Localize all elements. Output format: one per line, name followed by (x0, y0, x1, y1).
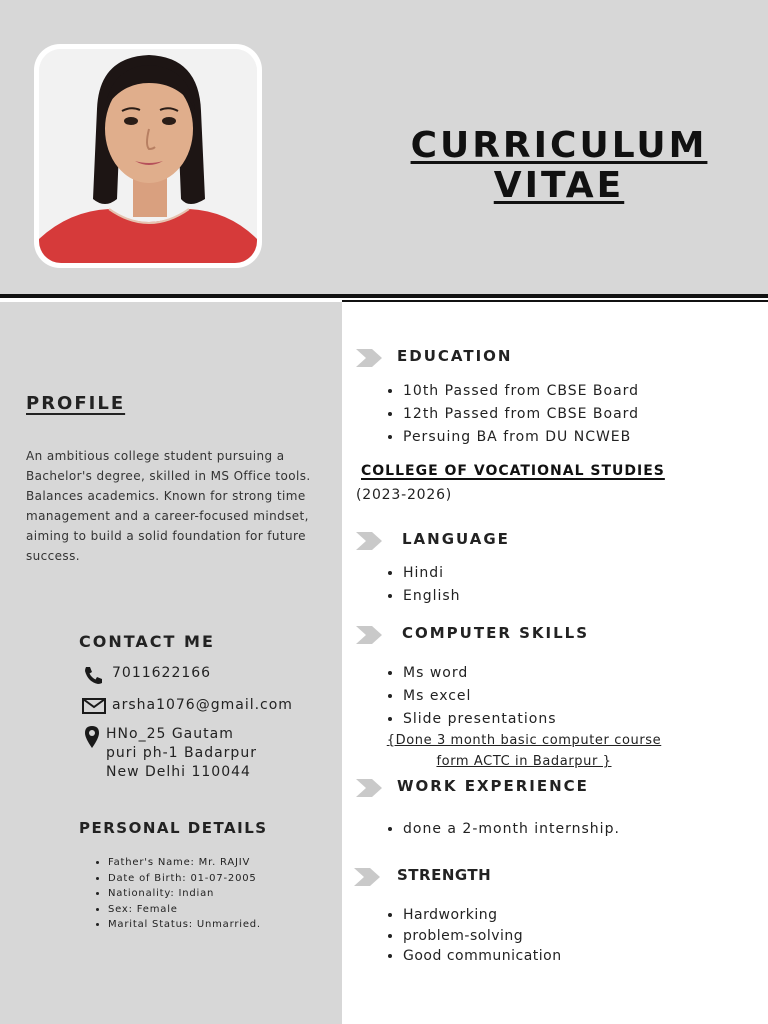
address-block (106, 725, 257, 782)
personal-marital: • Marital Status: Unmarried. (108, 917, 261, 933)
language-item: • English (403, 585, 461, 608)
personal-father: • Father's Name: Mr. RAJIV (108, 855, 261, 871)
education-item: • 10th Passed from CBSE Board (403, 380, 639, 403)
skill-item: • Ms word (403, 662, 557, 685)
contact-address-row (84, 725, 257, 782)
work-experience-heading: WORK EXPERIENCE (397, 777, 589, 795)
address-line-2: puri ph-1 Badarpur (106, 745, 257, 761)
education-list (385, 380, 639, 449)
header-divider-thin (342, 300, 768, 302)
profile-text: An ambitious college student pursuing a Bachelor's degree, skilled in MS Office tools. Balances academics. Known for strong time management and a career-focused mindset, aiming to build a solid foundation for future success. (26, 449, 311, 563)
contact-email-row (82, 697, 293, 717)
profile-photo (39, 49, 257, 263)
language-item: • Hindi (403, 562, 461, 585)
personal-details-list (90, 855, 261, 933)
language-heading: LANGUAGE (402, 530, 510, 548)
personal-dob: • Date of Birth: 01-07-2005 (108, 871, 261, 887)
strength-list (385, 905, 562, 967)
personal-nationality: • Nationality: Indian (108, 886, 261, 902)
address-line-1: HNo_25 Gautam (106, 726, 234, 742)
work-item: • done a 2-month internship. (403, 818, 620, 841)
contact-heading: CONTACT ME (79, 632, 215, 651)
personal-details-heading: PERSONAL DETAILS (79, 819, 268, 837)
skill-item: • Ms excel (403, 685, 557, 708)
strength-heading: STRENGTH (397, 866, 492, 884)
contact-phone-row (82, 665, 211, 685)
profile-photo-frame (34, 44, 262, 268)
title-line-2: VITAE (493, 165, 625, 206)
education-item: • Persuing BA from DU NCWEB (403, 426, 639, 449)
chevron-right-icon (356, 349, 382, 367)
profile-heading: PROFILE (26, 393, 126, 414)
computer-skills-list (385, 662, 557, 731)
language-list (385, 562, 461, 608)
skill-item: • Slide presentations (403, 708, 557, 731)
college-years: (2023-2026) (356, 487, 453, 503)
document-title (400, 126, 718, 206)
college-name: COLLEGE OF VOCATIONAL STUDIES (361, 463, 665, 479)
course-note-line-1: {Done 3 month basic computer course (386, 733, 662, 748)
phone-number: 7011622166 (112, 665, 212, 681)
location-pin-icon (84, 725, 102, 745)
chevron-right-icon (356, 626, 382, 644)
strength-item: • Hardworking (403, 905, 562, 926)
mail-icon (82, 697, 106, 717)
title-line-1: CURRICULUM (410, 125, 708, 166)
course-note (356, 730, 692, 772)
chevron-right-icon (356, 532, 382, 550)
personal-sex: • Sex: Female (108, 902, 261, 918)
phone-icon (82, 665, 106, 685)
education-heading: EDUCATION (397, 347, 513, 365)
email-address: arsha1076@gmail.com (112, 697, 293, 713)
strength-item: • Good communication (403, 946, 562, 967)
strength-item: • problem-solving (403, 926, 562, 947)
computer-skills-heading: COMPUTER SKILLS (402, 624, 590, 642)
chevron-right-icon (354, 868, 380, 886)
course-note-line-2: form ACTC in Badarpur } (436, 754, 612, 769)
education-item: • 12th Passed from CBSE Board (403, 403, 639, 426)
work-experience-list (385, 818, 620, 841)
address-line-3: New Delhi 110044 (106, 764, 251, 780)
header-divider (0, 294, 768, 298)
chevron-right-icon (356, 779, 382, 797)
